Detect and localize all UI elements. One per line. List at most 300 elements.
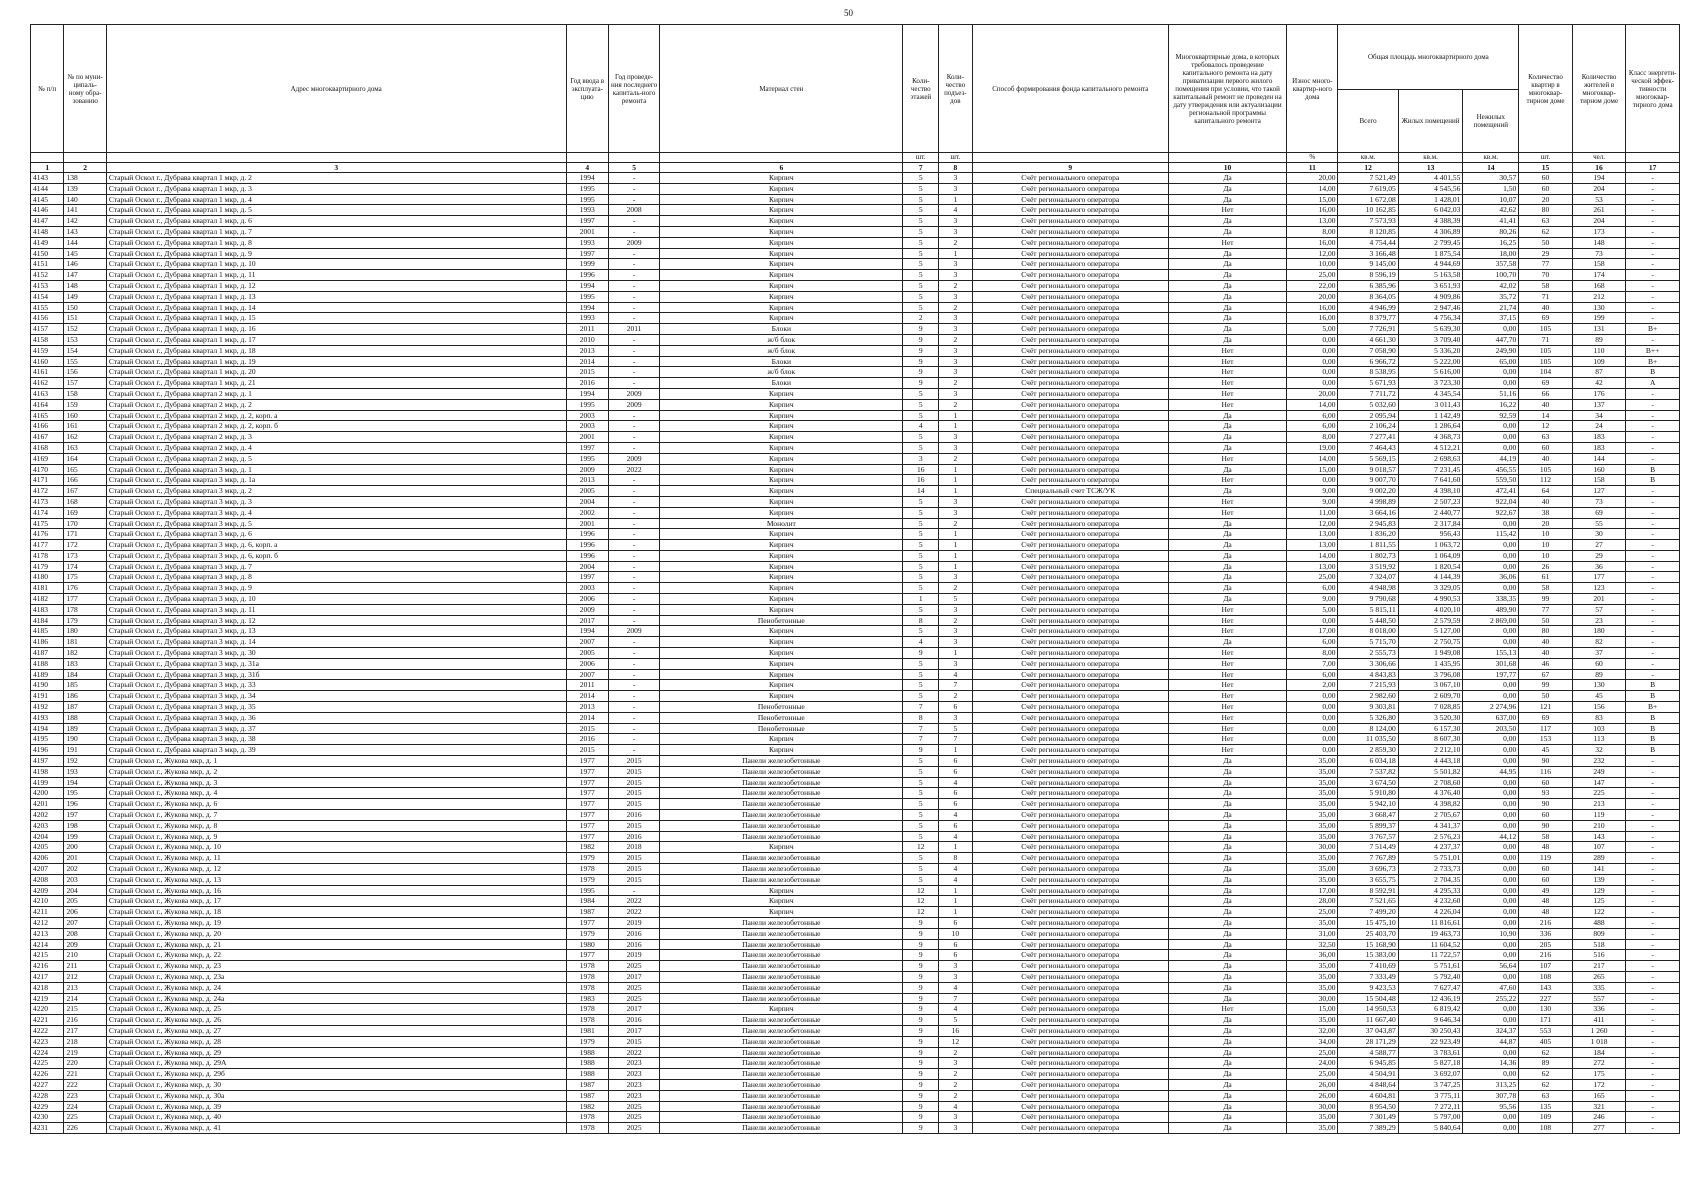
cell-floors: 5 [903,777,939,788]
cell-row-number: 4201 [31,799,64,810]
cell-year-built: 2009 [566,604,608,615]
cell-repair-required: Да [1168,864,1286,875]
cell-wear: 34,00 [1287,1036,1338,1047]
cell-last-repair-year: 2025 [608,961,659,972]
cell-year-built: 2004 [566,561,608,572]
cell-residents: 89 [1572,669,1626,680]
cell-row-number: 4176 [31,529,64,540]
cell-apartments: 93 [1519,788,1573,799]
cell-wear: 35,00 [1287,853,1338,864]
cell-last-repair-year: - [608,475,659,486]
cell-address: Старый Оскол г., Дубрава квартал 1 мкр, д. 16 [106,324,566,335]
cell-row-number: 4210 [31,896,64,907]
cell-apartments: 67 [1519,669,1573,680]
cell-area-total: 25 403,70 [1338,928,1398,939]
cell-row-number: 4212 [31,917,64,928]
cell-last-repair-year: 2017 [608,1025,659,1036]
cell-municipal-number: 196 [64,799,106,810]
cell-wall-material: Панели железобетонные [660,1015,903,1026]
cell-row-number: 4156 [31,313,64,324]
cell-floors: 9 [903,334,939,345]
cell-municipal-number: 169 [64,507,106,518]
cell-address: Старый Оскол г., Дубрава квартал 3 мкр, д. 35 [106,702,566,713]
cell-fund-method: Счёт регионального оператора [972,540,1168,551]
cell-energy-class: - [1626,183,1680,194]
cell-wall-material: Пенобетонные [660,723,903,734]
cell-row-number: 4150 [31,248,64,259]
cell-entrances: 3 [939,324,972,335]
cell-last-repair-year: - [608,410,659,421]
cell-entrances: 6 [939,939,972,950]
cell-wear: 0,00 [1287,345,1338,356]
cell-energy-class: - [1626,496,1680,507]
cell-year-built: 1977 [566,799,608,810]
table-row [31,410,1680,421]
table-row [31,831,1680,842]
cell-area-total: 5 671,93 [1338,378,1398,389]
cell-row-number: 4173 [31,496,64,507]
cell-floors: 5 [903,205,939,216]
cell-municipal-number: 161 [64,421,106,432]
cell-energy-class: - [1626,831,1680,842]
cell-municipal-number: 209 [64,939,106,950]
cell-floors: 5 [903,410,939,421]
table-row [31,421,1680,432]
cell-year-built: 2001 [566,226,608,237]
cell-last-repair-year: - [608,669,659,680]
cell-floors: 9 [903,1069,939,1080]
cell-entrances: 1 [939,745,972,756]
cell-entrances: 3 [939,173,972,184]
cell-repair-required: Да [1168,1036,1286,1047]
cell-row-number: 4199 [31,777,64,788]
cell-address: Старый Оскол г., Жукова мкр, д. 23 [106,961,566,972]
cell-area-residential: 6 042,03 [1398,205,1463,216]
cell-address: Старый Оскол г., Жукова мкр, д. 23а [106,971,566,982]
cell-entrances: 1 [939,540,972,551]
cell-area-residential: 4 398,10 [1398,486,1463,497]
column-number-cell: 5 [608,163,659,173]
cell-area-total: 2 095,94 [1338,410,1398,421]
cell-energy-class: А [1626,378,1680,389]
cell-wear: 35,00 [1287,756,1338,767]
cell-fund-method: Счёт регионального оператора [972,626,1168,637]
cell-row-number: 4202 [31,810,64,821]
cell-apartments: 116 [1519,766,1573,777]
cell-last-repair-year: 2011 [608,324,659,335]
cell-wear: 0,00 [1287,367,1338,378]
cell-fund-method: Счёт регионального оператора [972,766,1168,777]
cell-municipal-number: 207 [64,917,106,928]
cell-area-total: 4 843,83 [1338,669,1398,680]
cell-year-built: 2006 [566,594,608,605]
cell-last-repair-year: 2023 [608,1069,659,1080]
cell-wall-material: Кирпич [660,907,903,918]
cell-address: Старый Оскол г., Дубрава квартал 2 мкр, д. 3 [106,432,566,443]
cell-last-repair-year: - [608,432,659,443]
cell-floors: 9 [903,982,939,993]
cell-area-total: 6 034,18 [1338,756,1398,767]
cell-last-repair-year: - [608,583,659,594]
cell-area-residential: 3 775,11 [1398,1090,1463,1101]
cell-floors: 5 [903,561,939,572]
cell-residents: 175 [1572,1069,1626,1080]
cell-year-built: 2003 [566,421,608,432]
table-row [31,248,1680,259]
cell-energy-class: - [1626,864,1680,875]
unit-cell [1626,153,1680,163]
cell-address: Старый Оскол г., Жукова мкр, д. 2 [106,766,566,777]
cell-municipal-number: 173 [64,550,106,561]
cell-wall-material: Монолит [660,518,903,529]
cell-wall-material: Кирпич [660,669,903,680]
cell-year-built: 1977 [566,950,608,961]
cell-repair-required: Да [1168,594,1286,605]
cell-wall-material: Кирпич [660,680,903,691]
cell-year-built: 2016 [566,734,608,745]
cell-row-number: 4208 [31,874,64,885]
cell-area-nonresidential: 0,00 [1463,1112,1519,1123]
cell-address: Старый Оскол г., Дубрава квартал 1 мкр, д. 13 [106,291,566,302]
cell-fund-method: Счёт регионального оператора [972,432,1168,443]
cell-apartments: 77 [1519,604,1573,615]
cell-wall-material: Панели железобетонные [660,982,903,993]
cell-repair-required: Да [1168,961,1286,972]
table-row [31,864,1680,875]
cell-apartments: 60 [1519,777,1573,788]
cell-energy-class: - [1626,216,1680,227]
cell-area-total: 15 383,00 [1338,950,1398,961]
cell-floors: 5 [903,248,939,259]
cell-apartments: 26 [1519,561,1573,572]
cell-municipal-number: 193 [64,766,106,777]
cell-repair-required: Да [1168,1047,1286,1058]
cell-municipal-number: 198 [64,820,106,831]
cell-apartments: 58 [1519,831,1573,842]
cell-area-total: 2 945,83 [1338,518,1398,529]
cell-municipal-number: 178 [64,604,106,615]
cell-wear: 35,00 [1287,1015,1338,1026]
cell-municipal-number: 144 [64,237,106,248]
cell-fund-method: Счёт регионального оператора [972,280,1168,291]
table-row [31,950,1680,961]
cell-last-repair-year: 2016 [608,831,659,842]
cell-apartments: 63 [1519,216,1573,227]
cell-wall-material: Панели железобетонные [660,853,903,864]
cell-entrances: 3 [939,1123,972,1134]
cell-residents: 34 [1572,410,1626,421]
cell-apartments: 553 [1519,1025,1573,1036]
cell-row-number: 4196 [31,745,64,756]
cell-apartments: 48 [1519,842,1573,853]
cell-municipal-number: 212 [64,971,106,982]
cell-municipal-number: 138 [64,173,106,184]
cell-row-number: 4163 [31,388,64,399]
cell-entrances: 6 [939,917,972,928]
cell-municipal-number: 177 [64,594,106,605]
cell-area-total: 7 277,41 [1338,432,1398,443]
cell-last-repair-year: 2015 [608,1036,659,1047]
column-number-cell: 9 [972,163,1168,173]
unit-cell [106,153,566,163]
cell-fund-method: Счёт регионального оператора [972,702,1168,713]
cell-floors: 9 [903,378,939,389]
table-row [31,432,1680,443]
cell-apartments: 105 [1519,345,1573,356]
cell-fund-method: Счёт регионального оператора [972,313,1168,324]
cell-area-nonresidential: 10,90 [1463,928,1519,939]
cell-municipal-number: 139 [64,183,106,194]
cell-fund-method: Счёт регионального оператора [972,756,1168,767]
cell-last-repair-year: 2015 [608,820,659,831]
cell-year-built: 2015 [566,723,608,734]
cell-area-nonresidential: 922,04 [1463,496,1519,507]
cell-area-nonresidential: 35,72 [1463,291,1519,302]
cell-apartments: 29 [1519,248,1573,259]
cell-wear: 12,00 [1287,518,1338,529]
cell-fund-method: Счёт регионального оператора [972,237,1168,248]
cell-year-built: 1997 [566,216,608,227]
column-number-cell: 14 [1463,163,1519,173]
cell-residents: 131 [1572,324,1626,335]
cell-apartments: 153 [1519,734,1573,745]
cell-floors: 5 [903,572,939,583]
cell-apartments: 80 [1519,205,1573,216]
cell-floors: 9 [903,1058,939,1069]
cell-area-total: 7 767,89 [1338,853,1398,864]
cell-energy-class: - [1626,766,1680,777]
cell-energy-class: - [1626,788,1680,799]
cell-wall-material: ж/б блок [660,334,903,345]
cell-apartments: 50 [1519,615,1573,626]
cell-row-number: 4158 [31,334,64,345]
cell-area-nonresidential: 14,36 [1463,1058,1519,1069]
cell-energy-class: - [1626,237,1680,248]
cell-area-residential: 5 616,00 [1398,367,1463,378]
cell-last-repair-year: - [608,658,659,669]
cell-row-number: 4155 [31,302,64,313]
cell-apartments: 14 [1519,410,1573,421]
cell-year-built: 2003 [566,410,608,421]
table-row [31,572,1680,583]
cell-repair-required: Нет [1168,1004,1286,1015]
cell-address: Старый Оскол г., Жукова мкр, д. 39 [106,1101,566,1112]
cell-entrances: 3 [939,432,972,443]
cell-area-residential: 2 317,84 [1398,518,1463,529]
cell-wall-material: Кирпич [660,583,903,594]
cell-apartments: 60 [1519,442,1573,453]
cell-year-built: 1977 [566,917,608,928]
cell-wall-material: Кирпич [660,442,903,453]
table-row [31,475,1680,486]
cell-address: Старый Оскол г., Дубрава квартал 3 мкр, д. 9 [106,583,566,594]
cell-fund-method: Счёт регионального оператора [972,820,1168,831]
table-row [31,907,1680,918]
cell-area-nonresidential: 0,00 [1463,680,1519,691]
cell-residents: 488 [1572,917,1626,928]
cell-area-nonresidential: 0,00 [1463,820,1519,831]
cell-area-total: 8 018,00 [1338,626,1398,637]
cell-area-residential: 5 501,82 [1398,766,1463,777]
cell-fund-method: Счёт регионального оператора [972,993,1168,1004]
cell-fund-method: Счёт регионального оператора [972,982,1168,993]
cell-row-number: 4220 [31,1004,64,1015]
cell-area-total: 8 596,19 [1338,270,1398,281]
cell-wall-material: Кирпич [660,1004,903,1015]
cell-row-number: 4145 [31,194,64,205]
cell-address: Старый Оскол г., Дубрава квартал 3 мкр, д. 36 [106,712,566,723]
cell-address: Старый Оскол г., Дубрава квартал 2 мкр, д. 2, корп. а [106,410,566,421]
table-row [31,540,1680,551]
cell-residents: 518 [1572,939,1626,950]
cell-wear: 30,00 [1287,842,1338,853]
cell-fund-method: Счёт регионального оператора [972,302,1168,313]
cell-repair-required: Да [1168,1079,1286,1090]
cell-area-residential: 1 435,95 [1398,658,1463,669]
cell-floors: 5 [903,680,939,691]
cell-fund-method: Счёт регионального оператора [972,1079,1168,1090]
cell-apartments: 227 [1519,993,1573,1004]
cell-address: Старый Оскол г., Дубрава квартал 3 мкр, д. 2 [106,486,566,497]
cell-residents: 32 [1572,745,1626,756]
cell-residents: 83 [1572,712,1626,723]
cell-wear: 15,00 [1287,464,1338,475]
cell-wall-material: Блоки [660,378,903,389]
cell-address: Старый Оскол г., Дубрава квартал 3 мкр, д. 37 [106,723,566,734]
cell-energy-class: - [1626,550,1680,561]
cell-year-built: 2014 [566,712,608,723]
cell-entrances: 1 [939,550,972,561]
cell-floors: 5 [903,853,939,864]
cell-repair-required: Да [1168,302,1286,313]
cell-municipal-number: 179 [64,615,106,626]
cell-repair-required: Нет [1168,669,1286,680]
cell-wall-material: Панели железобетонные [660,939,903,950]
cell-area-nonresidential: 324,37 [1463,1025,1519,1036]
cell-address: Старый Оскол г., Дубрава квартал 2 мкр, д. 5 [106,453,566,464]
cell-address: Старый Оскол г., Дубрава квартал 3 мкр, д. 10 [106,594,566,605]
cell-entrances: 1 [939,486,972,497]
cell-year-built: 2002 [566,507,608,518]
cell-wear: 30,00 [1287,1101,1338,1112]
cell-year-built: 1999 [566,259,608,270]
cell-area-residential: 5 163,58 [1398,270,1463,281]
cell-area-total: 15 168,90 [1338,939,1398,950]
cell-wall-material: Панели железобетонные [660,874,903,885]
cell-row-number: 4157 [31,324,64,335]
cell-last-repair-year: - [608,723,659,734]
unit-cell [64,153,106,163]
cell-energy-class: - [1626,572,1680,583]
cell-row-number: 4231 [31,1123,64,1134]
cell-fund-method: Счёт регионального оператора [972,205,1168,216]
cell-floors: 9 [903,324,939,335]
cell-area-nonresidential: 338,35 [1463,594,1519,605]
cell-area-total: 7 499,20 [1338,907,1398,918]
cell-address: Старый Оскол г., Жукова мкр, д. 11 [106,853,566,864]
cell-floors: 5 [903,237,939,248]
cell-row-number: 4175 [31,518,64,529]
cell-last-repair-year: - [608,572,659,583]
cell-floors: 9 [903,345,939,356]
cell-area-residential: 3 067,10 [1398,680,1463,691]
unit-cell: % [1287,153,1338,163]
table-row [31,583,1680,594]
cell-entrances: 3 [939,658,972,669]
cell-residents: 213 [1572,799,1626,810]
cell-wear: 16,00 [1287,313,1338,324]
cell-floors: 9 [903,1047,939,1058]
cell-energy-class: - [1626,1025,1680,1036]
cell-area-residential: 4 295,33 [1398,885,1463,896]
cell-apartments: 12 [1519,421,1573,432]
cell-municipal-number: 187 [64,702,106,713]
cell-wall-material: Кирпич [660,496,903,507]
cell-row-number: 4161 [31,367,64,378]
cell-entrances: 3 [939,367,972,378]
cell-area-residential: 4 909,86 [1398,291,1463,302]
cell-area-residential: 3 520,30 [1398,712,1463,723]
cell-area-nonresidential: 0,00 [1463,1047,1519,1058]
cell-area-residential: 4 388,39 [1398,216,1463,227]
cell-last-repair-year: - [608,540,659,551]
cell-address: Старый Оскол г., Дубрава квартал 2 мкр, д. 4 [106,442,566,453]
header-address: Адрес многоквартирного дома [106,25,566,153]
cell-energy-class: - [1626,626,1680,637]
cell-floors: 5 [903,259,939,270]
cell-fund-method: Счёт регионального оператора [972,842,1168,853]
cell-apartments: 70 [1519,270,1573,281]
cell-year-built: 1978 [566,1015,608,1026]
cell-last-repair-year: - [608,680,659,691]
cell-last-repair-year: 2023 [608,1079,659,1090]
header-row-number: № п/п [31,25,64,153]
cell-row-number: 4159 [31,345,64,356]
cell-residents: 23 [1572,615,1626,626]
cell-wall-material: Панели железобетонные [660,831,903,842]
cell-residents: 204 [1572,183,1626,194]
cell-residents: 125 [1572,896,1626,907]
cell-residents: 82 [1572,637,1626,648]
cell-fund-method: Счёт регионального оператора [972,745,1168,756]
table-row [31,702,1680,713]
cell-wall-material: Кирпич [660,626,903,637]
cell-repair-required: Да [1168,291,1286,302]
cell-energy-class: - [1626,226,1680,237]
cell-wall-material: Панели железобетонные [660,961,903,972]
table-row [31,1123,1680,1134]
table-row [31,280,1680,291]
cell-entrances: 3 [939,291,972,302]
cell-last-repair-year: 2019 [608,917,659,928]
cell-entrances: 1 [939,421,972,432]
cell-last-repair-year: 2018 [608,842,659,853]
table-row [31,334,1680,345]
cell-row-number: 4193 [31,712,64,723]
cell-last-repair-year: - [608,356,659,367]
cell-area-residential: 3 692,07 [1398,1069,1463,1080]
cell-entrances: 1 [939,907,972,918]
cell-entrances: 2 [939,302,972,313]
cell-residents: 36 [1572,561,1626,572]
cell-entrances: 4 [939,669,972,680]
unit-cell [566,153,608,163]
cell-wear: 5,00 [1287,324,1338,335]
cell-row-number: 4183 [31,604,64,615]
cell-fund-method: Счёт регионального оператора [972,907,1168,918]
cell-row-number: 4186 [31,637,64,648]
cell-municipal-number: 204 [64,885,106,896]
